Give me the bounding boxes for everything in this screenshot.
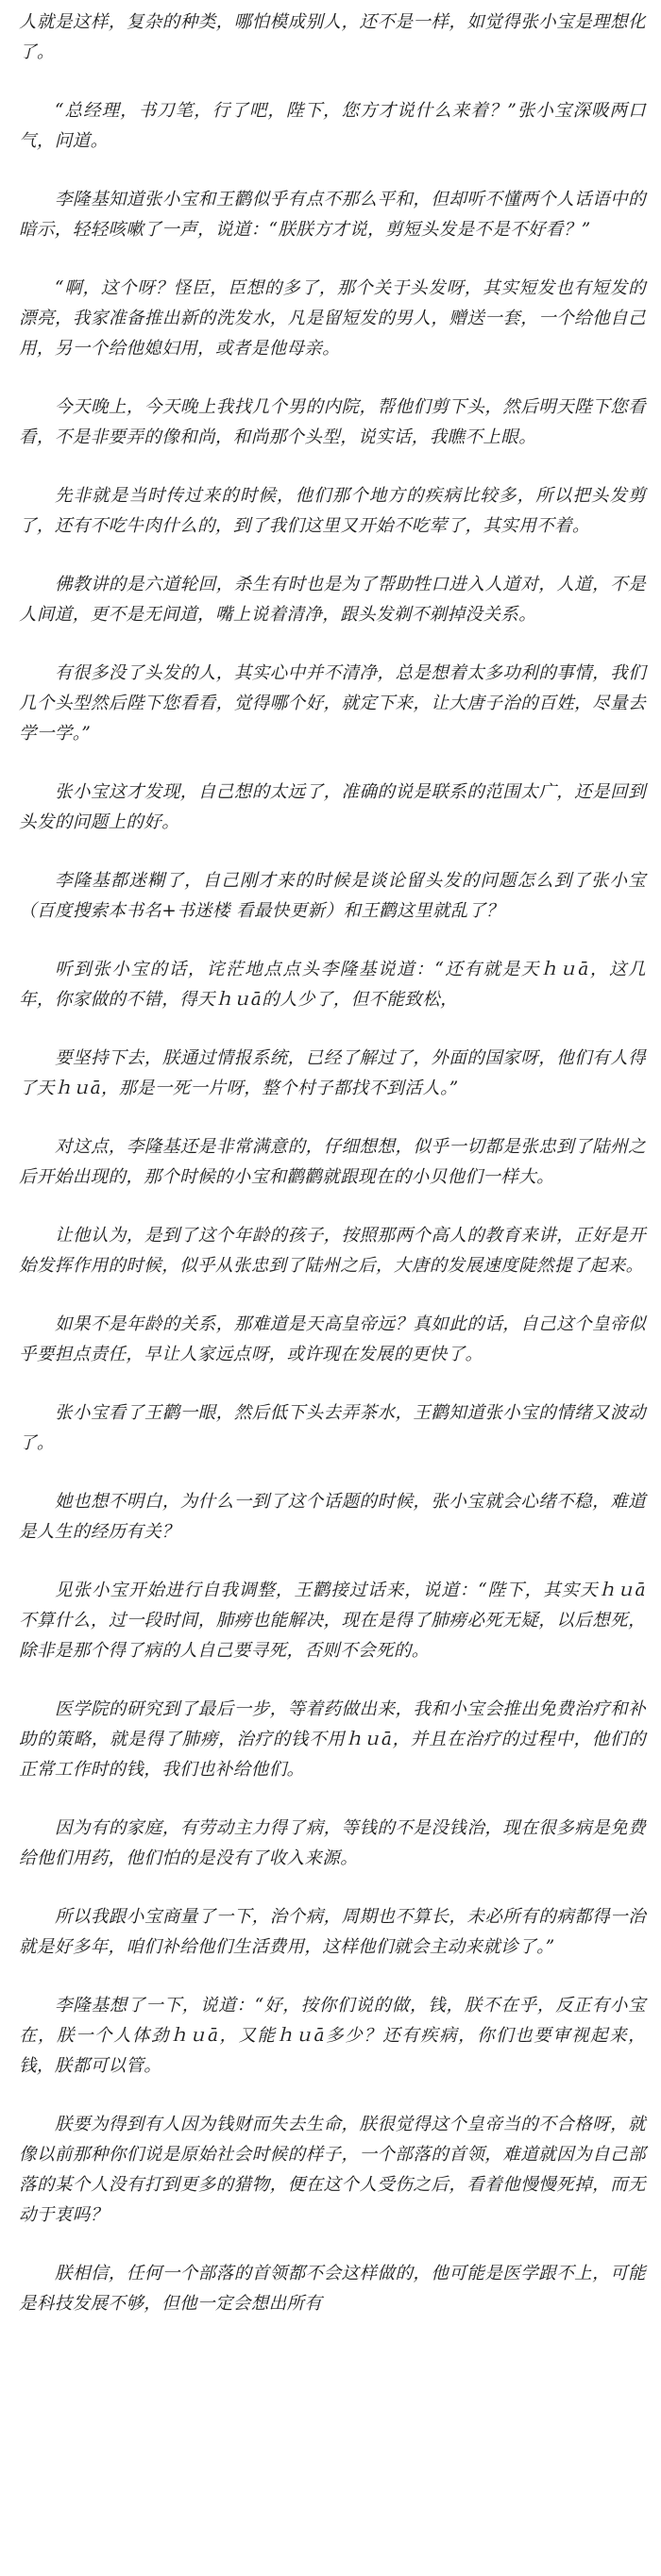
article-paragraph: 张小宝看了王鹳一眼，然后低下头去弄茶水，王鹳知道张小宝的情绪又波动了。 xyxy=(19,1403,646,1453)
article-paragraph: 李隆基知道张小宝和王鹳似乎有点不那么平和，但却听不懂两个人话语中的暗示，轻轻咳嗽了一声，说道：“朕朕方才说，剪短头发是不是不好看？” xyxy=(19,190,646,240)
article-paragraph: 所以我跟小宝商量了一下，治个病，周期也不算长，未必所有的病都得一治就是好多年，咱们补给他们生活费用，这样他们就会主动来就诊了。” xyxy=(19,1907,646,1957)
article-paragraph: 因为有的家庭，有劳动主力得了病，等钱的不是没钱治，现在很多病是免费给他们用药，他们怕的是没有了收入来源。 xyxy=(19,1818,646,1868)
article-paragraph: 听到张小宝的话，诧茫地点点头李隆基说道：“还有就是天ｈｕā，这几年，你家做的不错，得天ｈｕā的人少了，但不能致松， xyxy=(19,960,646,1010)
article-paragraph: 让他认为，是到了这个年龄的孩子，按照那两个高人的教育来讲，正好是开始发挥作用的时候，似乎从张忠到了陆州之后，大唐的发展速度陡然提了起来。 xyxy=(19,1226,646,1276)
article-paragraph: “总经理，书刀笔，行了吧，陛下，您方才说什么来着？”张小宝深吸两口气，问道。 xyxy=(19,101,646,151)
article-paragraph: 朕要为得到有人因为钱财而失去生命，朕很觉得这个皇帝当的不合格呀，就像以前那种你们说是原始社会时候的样子，一个部落的首领，难道就因为自己部落的某个人没有打到更多的猎物，便在这个人受伤之后，看着他慢慢死掉，而无动于衷吗？ xyxy=(19,2115,646,2225)
article-paragraph: 她也想不明白，为什么一到了这个话题的时候，张小宝就会心绪不稳，难道是人生的经历有关？ xyxy=(19,1492,646,1542)
article-paragraph: 有很多没了头发的人，其实心中并不清净，总是想着太多功利的事情，我们几个头型然后陛下您看看，觉得哪个好，就定下来，让大唐子治的百姓，尽量去学一学。” xyxy=(19,663,646,744)
article-paragraph: 佛教讲的是六道轮回，杀生有时也是为了帮助牲口进入人道对，人道，不是人间道，更不是无间道，嘴上说着清净，跟头发剃不剃掉没关系。 xyxy=(19,575,646,625)
article-paragraph: 张小宝这才发现，自己想的太远了，准确的说是联系的范围太广，还是回到头发的问题上的好。 xyxy=(19,782,646,832)
article-body xyxy=(19,8,646,2319)
article-paragraph: 见张小宝开始进行自我调整，王鹳接过话来，说道：“陛下，其实天ｈｕā不算什么，过一段时间，肺痨也能解决，现在是得了肺痨必死无疑，以后想死，除非是那个得了病的人自己要寻死，否则不会死的。 xyxy=(19,1581,646,1661)
article-paragraph: “啊，这个呀？怪臣，臣想的多了，那个关于头发呀，其实短发也有短发的漂亮，我家准备推出新的洗发水，凡是留短发的男人，赠送一套，一个给他自己用，另一个给他媳妇用，或者是他母亲。 xyxy=(19,278,646,359)
article-paragraph: 要坚持下去，朕通过情报系统，已经了解过了，外面的国家呀，他们有人得了天ｈｕā，那是一死一片呀，整个村子都找不到活人。” xyxy=(19,1048,646,1098)
article-paragraph: 医学院的研究到了最后一步，等着药做出来，我和小宝会推出免费治疗和补助的策略，就是得了肺痨，治疗的钱不用ｈｕā，并且在治疗的过程中，他们的正常工作时的钱，我们也补给他们。 xyxy=(19,1699,646,1780)
article-paragraph: 先非就是当时传过来的时候，他们那个地方的疾病比较多，所以把头发剪了，还有不吃牛肉什么的，到了我们这里又开始不吃荤了，其实用不着。 xyxy=(19,486,646,536)
article-paragraph: 对这点，李隆基还是非常满意的，仔细想想，似乎一切都是张忠到了陆州之后开始出现的，那个时候的小宝和鹳鹳就跟现在的小贝他们一样大。 xyxy=(19,1137,646,1187)
article-paragraph: 如果不是年龄的关系，那难道是天高皇帝远？真如此的话，自己这个皇帝似乎要担点责任，早让人家远点呀，或许现在发展的更快了。 xyxy=(19,1314,646,1364)
article-paragraph: 李隆基都迷糊了，自己刚才来的时候是谈论留头发的问题怎么到了张小宝（百度搜索本书名+书迷楼 看最快更新）和王鹳这里就乱了？ xyxy=(19,871,646,921)
article-paragraph: 朕相信，任何一个部落的首领都不会这样做的，他可能是医学跟不上，可能是科技发展不够，但他一定会想出所有 xyxy=(19,2264,646,2314)
article-paragraph: 今天晚上，今天晚上我找几个男的内院，帮他们剪下头，然后明天陛下您看看，不是非要弄的像和尚，和尚那个头型，说实话，我瞧不上眼。 xyxy=(19,397,646,447)
article-paragraph: 李隆基想了一下，说道：“好，按你们说的做，钱，朕不在乎，反正有小宝在，朕一个人体劲ｈｕā，又能ｈｕā多少？还有疾病，你们也要审视起来，钱，朕都可以管。 xyxy=(19,1996,646,2076)
article-paragraph: 人就是这样，复杂的种类，哪怕模成别人，还不是一样，如觉得张小宝是理想化了。 xyxy=(19,12,646,62)
